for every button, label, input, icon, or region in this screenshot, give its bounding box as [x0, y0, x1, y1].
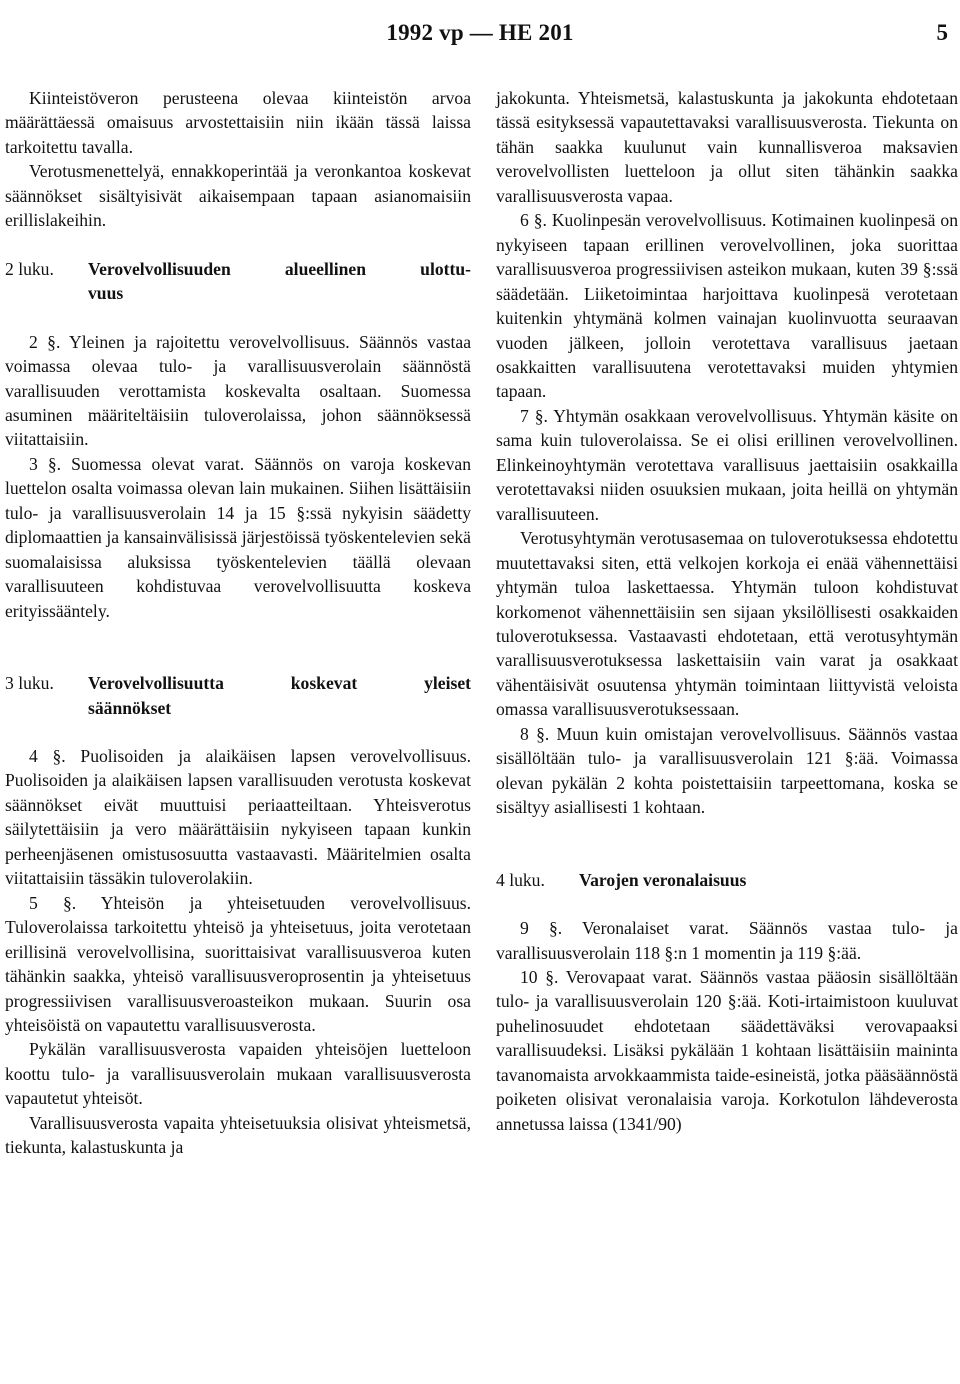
chapter-4-number: 4 luku. [496, 869, 545, 890]
header-title: 1992 vp — HE 201 [386, 20, 574, 45]
chapter-3-heading [5, 671, 471, 720]
chapter-4-heading [496, 868, 958, 892]
chapter-2-title-line1: Verovelvollisuuden alueellinen ulottu- [88, 258, 471, 279]
section-10: 10 §. Verovapaat varat. Säännös vastaa pääosin sisällöltään tulo- ja varallisuusverolain 120 §:ää. Koti-irtaimistoon kuuluvat puhelinosuudet ehdotetaan säädettäväksi verovapaaksi varallisuudeksi. Lisäksi pykälään 1 kohtaan lisättäisiin maininta tavanomaista arvokkaammista taide-esineistä, jotka pääsäännöstä poiketen olisivat veronalaisia varoja. Korkotulon lähdeverosta annetussa laissa (1341/90) [496, 966, 958, 1134]
paragraph-exempt-joint: Varallisuusverosta vapaita yhteisetuuksia olisivat yhteismetsä, tiekunta, kalastuskunta ja [5, 1112, 471, 1158]
chapter-3-title-line1: Verovelvollisuutta koskevat yleiset [88, 673, 471, 694]
chapter-2-title [88, 257, 471, 306]
page-number: 5 [936, 20, 948, 45]
section-8: 8 §. Muun kuin omistajan verovelvollisuus. Säännös vastaa sisällöltään tulo- ja varallisuusverolain 121 §:ää. Voimassa olevan pykälän 2 kohta poistettaisiin tarpeettomana, koska se sisältyy asiallisesti 1 kohtaan. [496, 723, 958, 818]
paragraph-continued: jakokunta. Yhteismetsä, kalastuskunta ja jakokunta ehdotetaan tässä esityksessä vapautettavaksi varallisuusverosta. Tiekunta on tähän saakka kuulunut vain kunnallisveroa maksavien verovelvollisten luetteloon ja ollut siten tähänkin saakka varallisuusverosta vapaa. [496, 88, 958, 206]
paragraph-procedure: Verotusmenettelyä, ennakkoperintää ja veronkantoa koskevat säännökset sisältyisivät aikaisempaan tapaan asianomaisiin erillislakeihin. [5, 161, 471, 231]
chapter-2-number: 2 luku. [5, 258, 54, 279]
paragraph-exempt-entities: Pykälän varallisuusverosta vapaiden yhteisöjen luetteloon koottu tulo- ja varallisuusverolain mukaan varallisuusverosta vapautetut yhteisöt. [5, 1039, 471, 1109]
section-5: 5 §. Yhteisön ja yhteisetuuden verovelvollisuus. Tuloverolaissa tarkoitettu yhteisö ja yhteisetuus, joita verotetaan erillisinä verovelvollisina, suorittaisivat varallisuusveroa kuten tähänkin saakka, yhteisö varallisuusveroprosentin ja yhteisetuus progressiivisen varallisuusveroasteikon mukaan. Suurin osa yhteisöistä on vapautettu varallisuusverosta. [5, 892, 471, 1035]
section-2: 2 §. Yleinen ja rajoitettu verovelvollisuus. Säännös vastaa voimassa olevaa tulo- ja varallisuusverolain säännöstä varallisuuden verottamista koskevalta osaltaan. Suomessa asuminen määriteltäisiin tuloverolaissa, johon säännöksessä viitattaisiin. [5, 331, 471, 450]
chapter-4-title: Varojen veronalaisuus [579, 869, 747, 890]
chapter-3-title [88, 671, 471, 720]
chapter-3-number: 3 luku. [5, 673, 54, 694]
paragraph-partnership: Verotusyhtymän verotusasemaa on tuloverotuksessa ehdotettu muutettavaksi siten, että velkojen korkoja ei enää vähennettäisi yhtymän tuloa laskettaessa. Yhtymän tuloon kohdistuvat korkomenot vähennettäisiin sen sijaan yksilöllisesti osakkaiden tuloverotuksessa. Vastaavasti ehdotetaan, että verotusyhtymän varallisuusverotuksessa laskettaisiin vain varat ja osakkaat vähentäisivät osuutensa yhtymän toimintaan liittyvistä veloista omassa varallisuusverotuksessaan. [496, 528, 958, 720]
chapter-2-heading [5, 257, 471, 306]
paragraph-valuation: Kiinteistöveron perusteena olevaa kiinteistön arvoa määrättäessä omaisuus arvostettaisiin niin ikään tässä laissa tarkoitettu tavalla. [5, 88, 471, 157]
page-header [0, 20, 960, 52]
right-column [496, 86, 958, 1136]
chapter-2-title-line2: vuus [88, 283, 124, 304]
section-6: 6 §. Kuolinpesän verovelvollisuus. Kotimainen kuolinpesä on nykyiseen tapaan erillinen verovelvollinen, joka suorittaa varallisuusveroa progressiivisen asteikon mukaan, kuten 39 §:ssä säädetään. Liiketoimintaa harjoittava kuolinpesä verotetaan kuitenkin yhtymänä kolmen vainajan kuolinvuotta seuraavan vuoden jälkeen, jolloin verotettava varallisuus jaetaan osakkaitten varallisuutena verotettavaksi muiden yhtymien tapaan. [496, 210, 958, 402]
section-4: 4 §. Puolisoiden ja alaikäisen lapsen verovelvollisuus. Puolisoiden ja alaikäisen lapsen varallisuuden verotusta koskevat säännökset eivät muuttuisi periaatteiltaan. Yhteisverotus säilytettäisiin ja vero määrättäisiin nykyiseen tapaan kunkin perheenjäsenen omistusosuutta vastaavasti. Määritelmien osalta viitattaisiin tässäkin tuloverolakiin. [5, 745, 471, 889]
section-7: 7 §. Yhtymän osakkaan verovelvollisuus. Yhtymän käsite on sama kuin tuloverolaissa. Se ei olisi erillinen verovelvollinen. Elinkeinoyhtymän verotettava varallisuus jaettaisiin osakkailla verotettavaksi niiden osuuksien mukaan, joita heillä on yhtymän varallisuuteen. [496, 405, 958, 524]
chapter-3-title-line2: säännökset [88, 697, 172, 718]
section-9: 9 §. Veronalaiset varat. Säännös vastaa tulo- ja varallisuusverolain 118 §:n 1 momentin ja 119 §:ää. [496, 918, 958, 963]
left-column [5, 86, 471, 1160]
section-3: 3 §. Suomessa olevat varat. Säännös on varoja koskevan luettelon osalta voimassa olevan lain mukainen. Siihen lisättäisiin tulo- ja varallisuusverolain 14 ja 15 §:ssä nykyisin säädetty diplomaattien ja kansainvälisissä järjestöissä työskentelevien sekä suomalaisissa aluksissa työskentelevien täällä olevaan varallisuuteen kohdistuvaa verovelvollisuutta koskeva erityissääntely. [5, 453, 471, 621]
